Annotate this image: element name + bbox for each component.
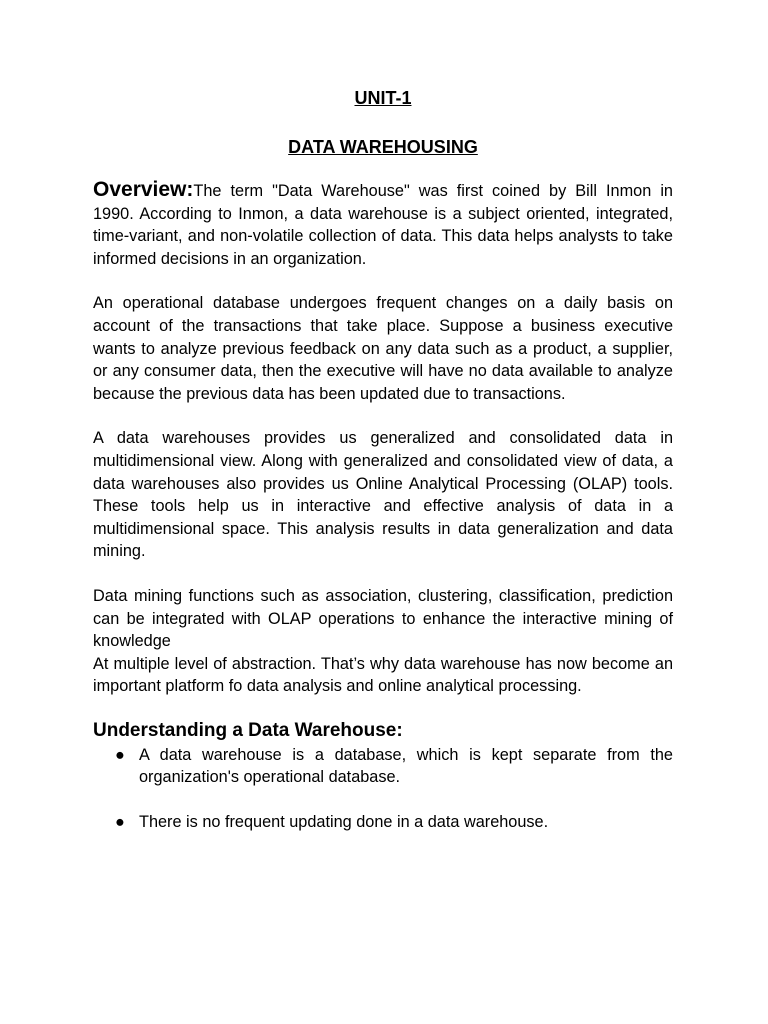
paragraph-abstraction: At multiple level of abstraction. That’s why data warehouse has now become an important platform fo data analysis and online analytical processing. bbox=[93, 654, 673, 696]
paragraph-data-mining: Data mining functions such as association, clustering, classification, prediction can be integrated with OLAP operations to enhance the interactive mining of knowledge bbox=[93, 586, 673, 651]
bullet-list bbox=[93, 744, 673, 834]
section-title: DATA WAREHOUSING bbox=[288, 137, 478, 157]
bullet-dot-icon: ● bbox=[115, 745, 125, 764]
list-item-text: A data warehouse is a database, which is kept separate from the organization's operational database. bbox=[139, 745, 673, 787]
paragraph-olap-tools: A data warehouses provides us generalized and consolidated data in multidimensional view. Along with generalized and consolidated view of data, a data warehouses also provides us Online Analytical Processing (OLAP) tools. These tools help us in interactive and effective analysis of data in a multidimensional space. This analysis results in data generalization and data mining. bbox=[93, 429, 673, 561]
overview-paragraph bbox=[93, 179, 673, 270]
bullet-dot-icon: ● bbox=[115, 813, 125, 832]
list-item bbox=[93, 811, 673, 834]
list-item bbox=[93, 744, 673, 789]
overview-text: The term "Data Warehouse" was first coined by Bill Inmon in 1990. According to Inmon, a data warehouse is a subject oriented, integrated, time-variant, and non-volatile collection of data. This data helps analysts to take informed decisions in an organization. bbox=[93, 182, 673, 268]
unit-title: UNIT-1 bbox=[354, 88, 412, 108]
understanding-heading: Understanding a Data Warehouse: bbox=[93, 719, 403, 741]
paragraph-operational-database: An operational database undergoes frequent changes on a daily basis on account of the transactions that take place. Suppose a business executive wants to analyze previous feedback on any data such as a product, a supplier, or any consumer data, then the executive will have no data available to analyze because the previous data has been updated due to transactions. bbox=[93, 294, 673, 403]
list-item-text: There is no frequent updating done in a data warehouse. bbox=[139, 813, 549, 832]
document-page bbox=[93, 84, 673, 834]
overview-label: Overview: bbox=[93, 178, 194, 201]
